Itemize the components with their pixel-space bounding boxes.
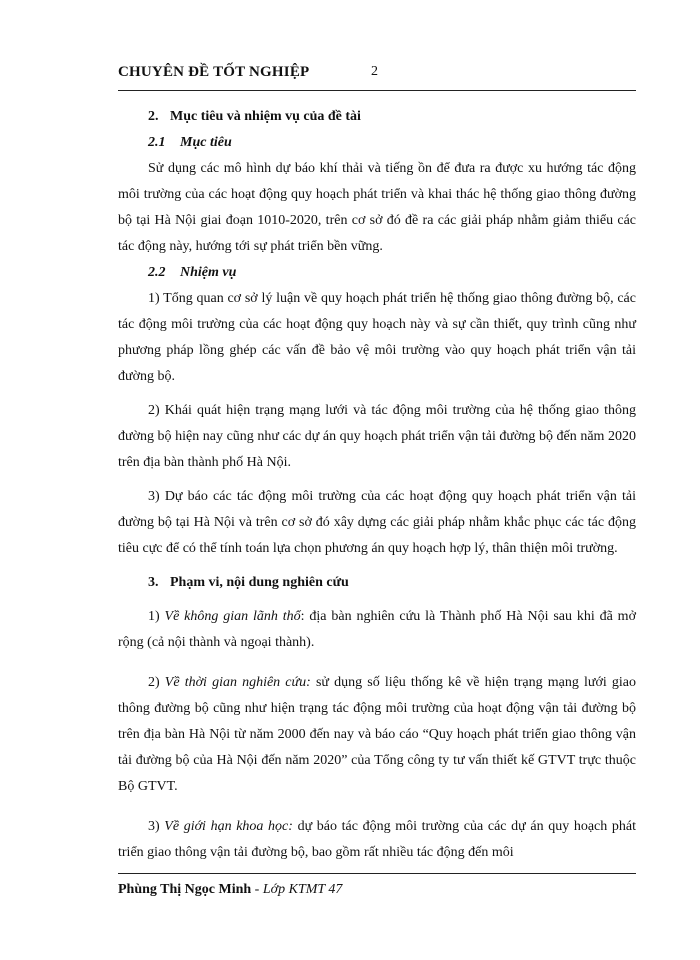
page-footer	[118, 882, 342, 898]
header-rule	[118, 90, 636, 91]
footer-author: Phùng Thị Ngọc Minh	[118, 882, 252, 897]
goal-paragraph: Sử dụng các mô hình dự báo khí thải và tiếng ồn để đưa ra được xu hướng tác động môi trường của các hoạt động quy hoạch phát triển và khai thác hệ thống giao thông đường bộ tại Hà Nội giai đoạn 1010-2020, trên cơ sở đó đề ra các giải pháp nhằm giảm thiểu các tác động này, hướng tới sự phát triển bền vững.	[118, 161, 636, 254]
subsection-2-2-heading	[118, 260, 636, 286]
item-prefix: 3)	[148, 819, 165, 834]
page-header	[118, 62, 636, 92]
footer-class: Lớp KTMT 47	[262, 882, 343, 897]
section-number: 2.	[148, 109, 159, 124]
item-text: dự báo tác động môi trường của các dự án quy hoạch phát triển giao thông vận tải đường bộ, bao gồm rất nhiều tác động đến môi	[118, 819, 636, 860]
item-prefix: 1)	[148, 609, 165, 624]
item-text: : địa bàn nghiên cứu là Thành phố Hà Nội sau khi đã mở rộng (cả nội thành và ngoại thành).	[118, 609, 636, 650]
subsection-title: Mục tiêu	[180, 135, 232, 150]
item-prefix: 2)	[148, 675, 165, 690]
footer-separator: -	[251, 882, 263, 897]
section-number: 3.	[148, 575, 159, 590]
document-body	[118, 104, 636, 866]
section-3-heading	[118, 570, 636, 596]
footer-rule	[118, 873, 636, 874]
section-title: Phạm vi, nội dung nghiên cứu	[170, 575, 349, 590]
task-2-paragraph: 2) Khái quát hiện trạng mạng lưới và tác động môi trường của hệ thống giao thông đường bộ hiện nay cũng như các dự án quy hoạch phát triển vận tải đường bộ đến năm 2020 trên địa bàn thành phố Hà Nội.	[118, 403, 636, 470]
section-2-heading	[118, 104, 636, 130]
item-label: Về thời gian nghiên cứu:	[164, 675, 311, 690]
scope-item-3	[118, 814, 636, 866]
section-title: Mục tiêu và nhiệm vụ của đề tài	[170, 109, 361, 124]
item-label: Về không gian lãnh thổ	[164, 609, 301, 624]
scope-item-2	[118, 670, 636, 800]
item-text: sử dụng số liệu thống kê về hiện trạng mạng lưới giao thông đường bộ cũng như hiện trạng tác động môi trường của hoạt động vận tải đường bộ trên địa bàn Hà Nội từ năm 2000 đến nay và báo cáo “Quy hoạch phát triển giao thông vận tải đường bộ của Hà Nội đến năm 2020” của Tổng công ty tư vấn thiết kế GTVT trực thuộc Bộ GTVT.	[118, 675, 636, 794]
item-label: Về giới hạn khoa học:	[164, 819, 293, 834]
header-title: CHUYÊN ĐỀ TỐT NGHIỆP	[118, 64, 310, 80]
page-number: 2	[371, 64, 378, 79]
task-3-paragraph: 3) Dự báo các tác động môi trường của các hoạt động quy hoạch phát triển vận tải đường bộ tại Hà Nội và trên cơ sở đó xây dựng các giải pháp nhằm khắc phục các tác động tiêu cực để có thể tính toán lựa chọn phương án quy hoạch hợp lý, thân thiện môi trường.	[118, 489, 636, 556]
scope-item-1	[118, 604, 636, 656]
subsection-title: Nhiệm vụ	[180, 265, 237, 280]
subsection-number: 2.1	[148, 135, 166, 150]
subsection-2-1-heading	[118, 130, 636, 156]
subsection-number: 2.2	[148, 265, 166, 280]
task-1-paragraph: 1) Tổng quan cơ sở lý luận về quy hoạch phát triển hệ thống giao thông đường bộ, các tác động môi trường của các hoạt động quy hoạch này và sự cần thiết, quy trình cũng như phương pháp lồng ghép các vấn đề bảo vệ môi trường vào quy hoạch phát triển vận tải đường bộ.	[118, 291, 636, 384]
